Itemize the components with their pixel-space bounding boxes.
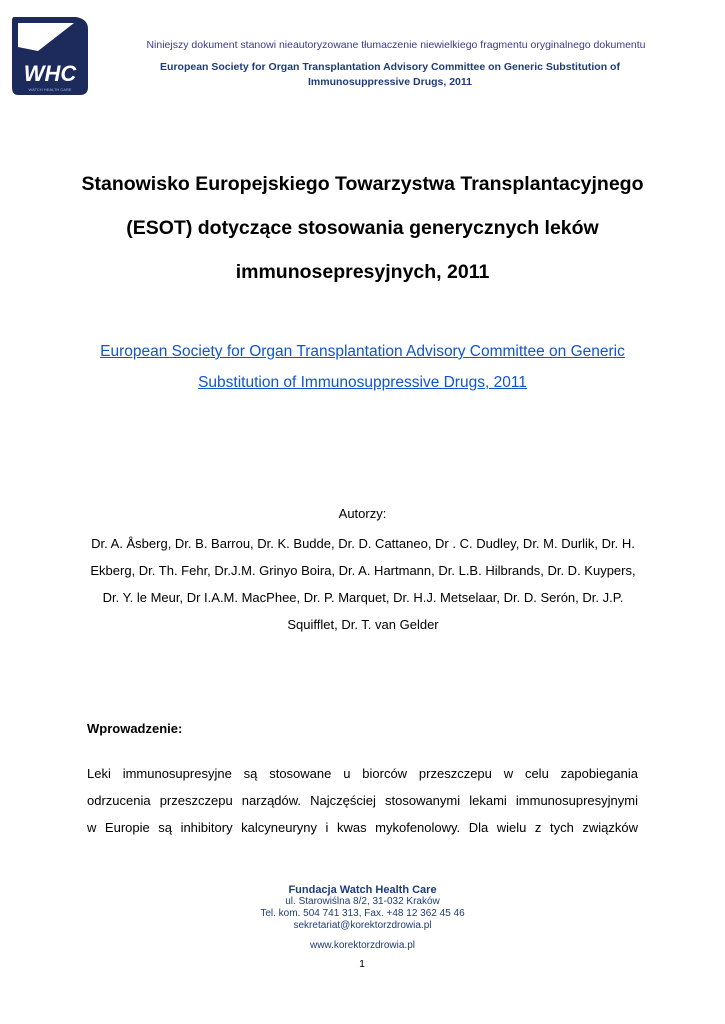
english-title-link[interactable] xyxy=(60,336,665,398)
intro-line: Leki immunosupresyjne są stosowane u biorców przeszczepu w celu zapobiegania xyxy=(87,766,638,781)
authors-list xyxy=(84,530,642,638)
intro-line: odrzucenia przeszczepu narządów. Najczęściej stosowanymi lekami immunosupresyjnymi xyxy=(87,793,638,808)
authors-line: Dr. A. Åsberg, Dr. B. Barrou, Dr. K. Budde, Dr. D. Cattaneo, Dr . C. Dudley, Dr. M. Durlik, Dr. H. xyxy=(91,536,635,551)
english-title-line[interactable]: Substitution of Immunosuppressive Drugs, 2011 xyxy=(198,374,527,391)
source-line: European Society for Organ Transplantation Advisory Committee on Generic Substitution of xyxy=(160,61,620,73)
footer-website[interactable]: www.korektorzdrowia.pl xyxy=(309,940,416,951)
footer-org: Fundacja Watch Health Care xyxy=(288,884,437,896)
authors-line: Squifflet, Dr. T. van Gelder xyxy=(287,617,439,632)
footer-email[interactable]: sekretariat@korektorzdrowia.pl xyxy=(293,920,432,931)
translation-note: Niniejszy dokument stanowi nieautoryzowane tłumaczenie niewielkiego fragmentu oryginalnego dokumentu xyxy=(146,39,646,51)
source-document-line xyxy=(110,60,670,90)
intro-line: w Europie są inhibitory kalcyneuryny i kwas mykofenolowy. Dla wielu z tych związków xyxy=(87,820,638,835)
page-footer xyxy=(200,884,525,952)
logo-tagline: WATCH HEALTH CARE xyxy=(28,87,72,92)
whc-logo-graphic xyxy=(10,17,92,97)
title-line: (ESOT) dotyczące stosowania generycznych leków xyxy=(126,217,599,239)
title-line: immunosepresyjnych, 2011 xyxy=(235,261,490,283)
section-heading: Wprowadzenie: xyxy=(87,721,183,736)
footer-address: ul. Starowiślna 8/2, 31-032 Kraków xyxy=(285,896,440,907)
authors-label: Autorzy: xyxy=(338,506,387,521)
english-title-line[interactable]: European Society for Organ Transplantation Advisory Committee on Generic xyxy=(100,343,625,360)
logo-text: WHC xyxy=(23,61,77,86)
source-line: Immunosuppressive Drugs, 2011 xyxy=(308,76,472,88)
title-line: Stanowisko Europejskiego Towarzystwa Transplantacyjnego xyxy=(81,173,644,195)
page-number: 1 xyxy=(359,958,365,970)
footer-phone: Tel. kom. 504 741 313, Fax. +48 12 362 45 46 xyxy=(260,908,465,919)
authors-line: Ekberg, Dr. Th. Fehr, Dr.J.M. Grinyo Boira, Dr. A. Hartmann, Dr. L.B. Hilbrands, Dr. D. Kuypers, xyxy=(90,563,636,578)
intro-paragraph xyxy=(87,760,638,841)
authors-line: Dr. Y. le Meur, Dr I.A.M. MacPhee, Dr. P. Marquet, Dr. H.J. Metselaar, Dr. D. Serón, Dr. J.P. xyxy=(102,590,624,605)
page-title xyxy=(60,162,665,294)
whc-logo xyxy=(10,17,92,97)
